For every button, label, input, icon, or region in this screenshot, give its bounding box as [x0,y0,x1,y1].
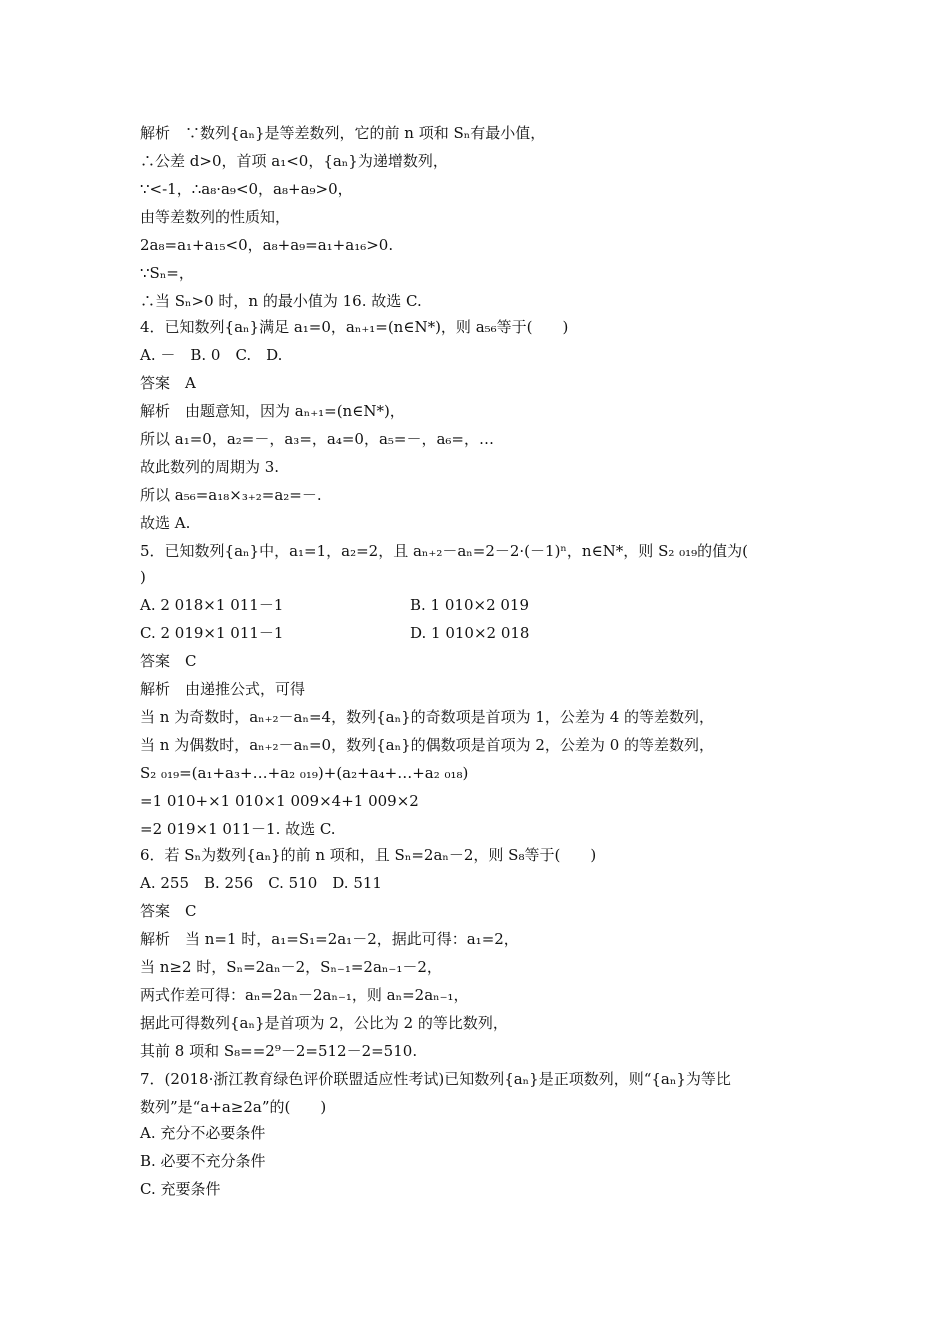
text-line: ∴公差 d>0，首项 a₁<0，{aₙ}为递增数列， [140,152,448,170]
options-q4: A. － B. 0 C. D. [140,346,283,364]
question-4: 4．已知数列{aₙ}满足 a₁=0，aₙ₊₁=(n∈N*)，则 a₅₆等于( ) [140,318,569,336]
text-line: ∴当 Sₙ>0 时，n 的最小值为 16. 故选 C. [140,292,422,310]
option-q7-a: A. 充分不必要条件 [140,1124,266,1142]
text-line: ∵Sₙ=， [140,264,194,282]
option-q7-c: C. 充要条件 [140,1180,221,1198]
text-line: ) [140,568,146,586]
answer-q6: 答案 C [140,902,197,920]
text-line: 所以 a₁=0，a₂=－，a₃=，a₄=0，a₅=－，a₆=，… [140,430,495,448]
question-5: 5．已知数列{aₙ}中，a₁=1，a₂=2，且 aₙ₊₂－aₙ=2－2·(－1)ⁿ，n∈N*，则 S₂ ₀₁₉的值为( [140,542,749,560]
text-line: 解析 当 n=1 时，a₁=S₁=2a₁－2，据此可得：a₁=2， [140,930,519,948]
text-line: 两式作差可得：aₙ=2aₙ－2aₙ₋₁，则 aₙ=2aₙ₋₁， [140,986,469,1004]
option-q5-d: D. 1 010×2 018 [410,624,530,642]
text-line: 所以 a₅₆=a₁₈×₃₊₂=a₂=－. [140,486,322,504]
text-line: 其前 8 项和 S₈==2⁹－2=512－2=510. [140,1042,418,1060]
text-line: 由等差数列的性质知， [140,208,291,226]
option-q7-b: B. 必要不充分条件 [140,1152,266,1170]
text-line: 故选 A. [140,514,191,532]
text-line: 数列”是“a+a≥2a”的( ) [140,1098,327,1116]
options-q6: A. 255 B. 256 C. 510 D. 511 [140,874,382,892]
answer-q4: 答案 A [140,374,196,392]
option-q5-a: A. 2 018×1 011－1 [140,596,284,614]
option-q5-c: C. 2 019×1 011－1 [140,624,284,642]
text-line: 解析 由递推公式，可得 [140,680,306,698]
text-line: 2a₈=a₁+a₁₅<0，a₈+a₉=a₁+a₁₆>0. [140,236,394,254]
question-7: 7．(2018·浙江教育绿色评价联盟适应性考试)已知数列{aₙ}是正项数列，则“{aₙ}为等比 [140,1070,731,1088]
text-line: S₂ ₀₁₉=(a₁+a₃+…+a₂ ₀₁₉)+(a₂+a₄+…+a₂ ₀₁₈) [140,764,469,782]
question-6: 6．若 Sₙ为数列{aₙ}的前 n 项和，且 Sₙ=2aₙ－2，则 S₈等于( ) [140,846,597,864]
text-line: 当 n 为偶数时，aₙ₊₂－aₙ=0，数列{aₙ}的偶数项是首项为 2，公差为 0 的等差数列， [140,736,715,754]
text-line: ∵<-1，∴a₈·a₉<0，a₈+a₉>0， [140,180,353,198]
text-line: 解析 由题意知，因为 aₙ₊₁=(n∈N*)， [140,402,405,420]
text-line: 故此数列的周期为 3. [140,458,280,476]
text-line: 据此可得数列{aₙ}是首项为 2，公比为 2 的等比数列， [140,1014,508,1032]
text-line: =2 019×1 011－1. 故选 C. [140,820,336,838]
option-q5-b: B. 1 010×2 019 [410,596,530,614]
answer-q5: 答案 C [140,652,197,670]
text-line: =1 010+×1 010×1 009×4+1 009×2 [140,792,419,810]
text-line: 当 n 为奇数时，aₙ₊₂－aₙ=4，数列{aₙ}的奇数项是首项为 1，公差为 4 的等差数列， [140,708,715,726]
text-line: 当 n≥2 时，Sₙ=2aₙ－2，Sₙ₋₁=2aₙ₋₁－2， [140,958,442,976]
text-line: 解析 ∵数列{aₙ}是等差数列，它的前 n 项和 Sₙ有最小值， [140,124,546,142]
